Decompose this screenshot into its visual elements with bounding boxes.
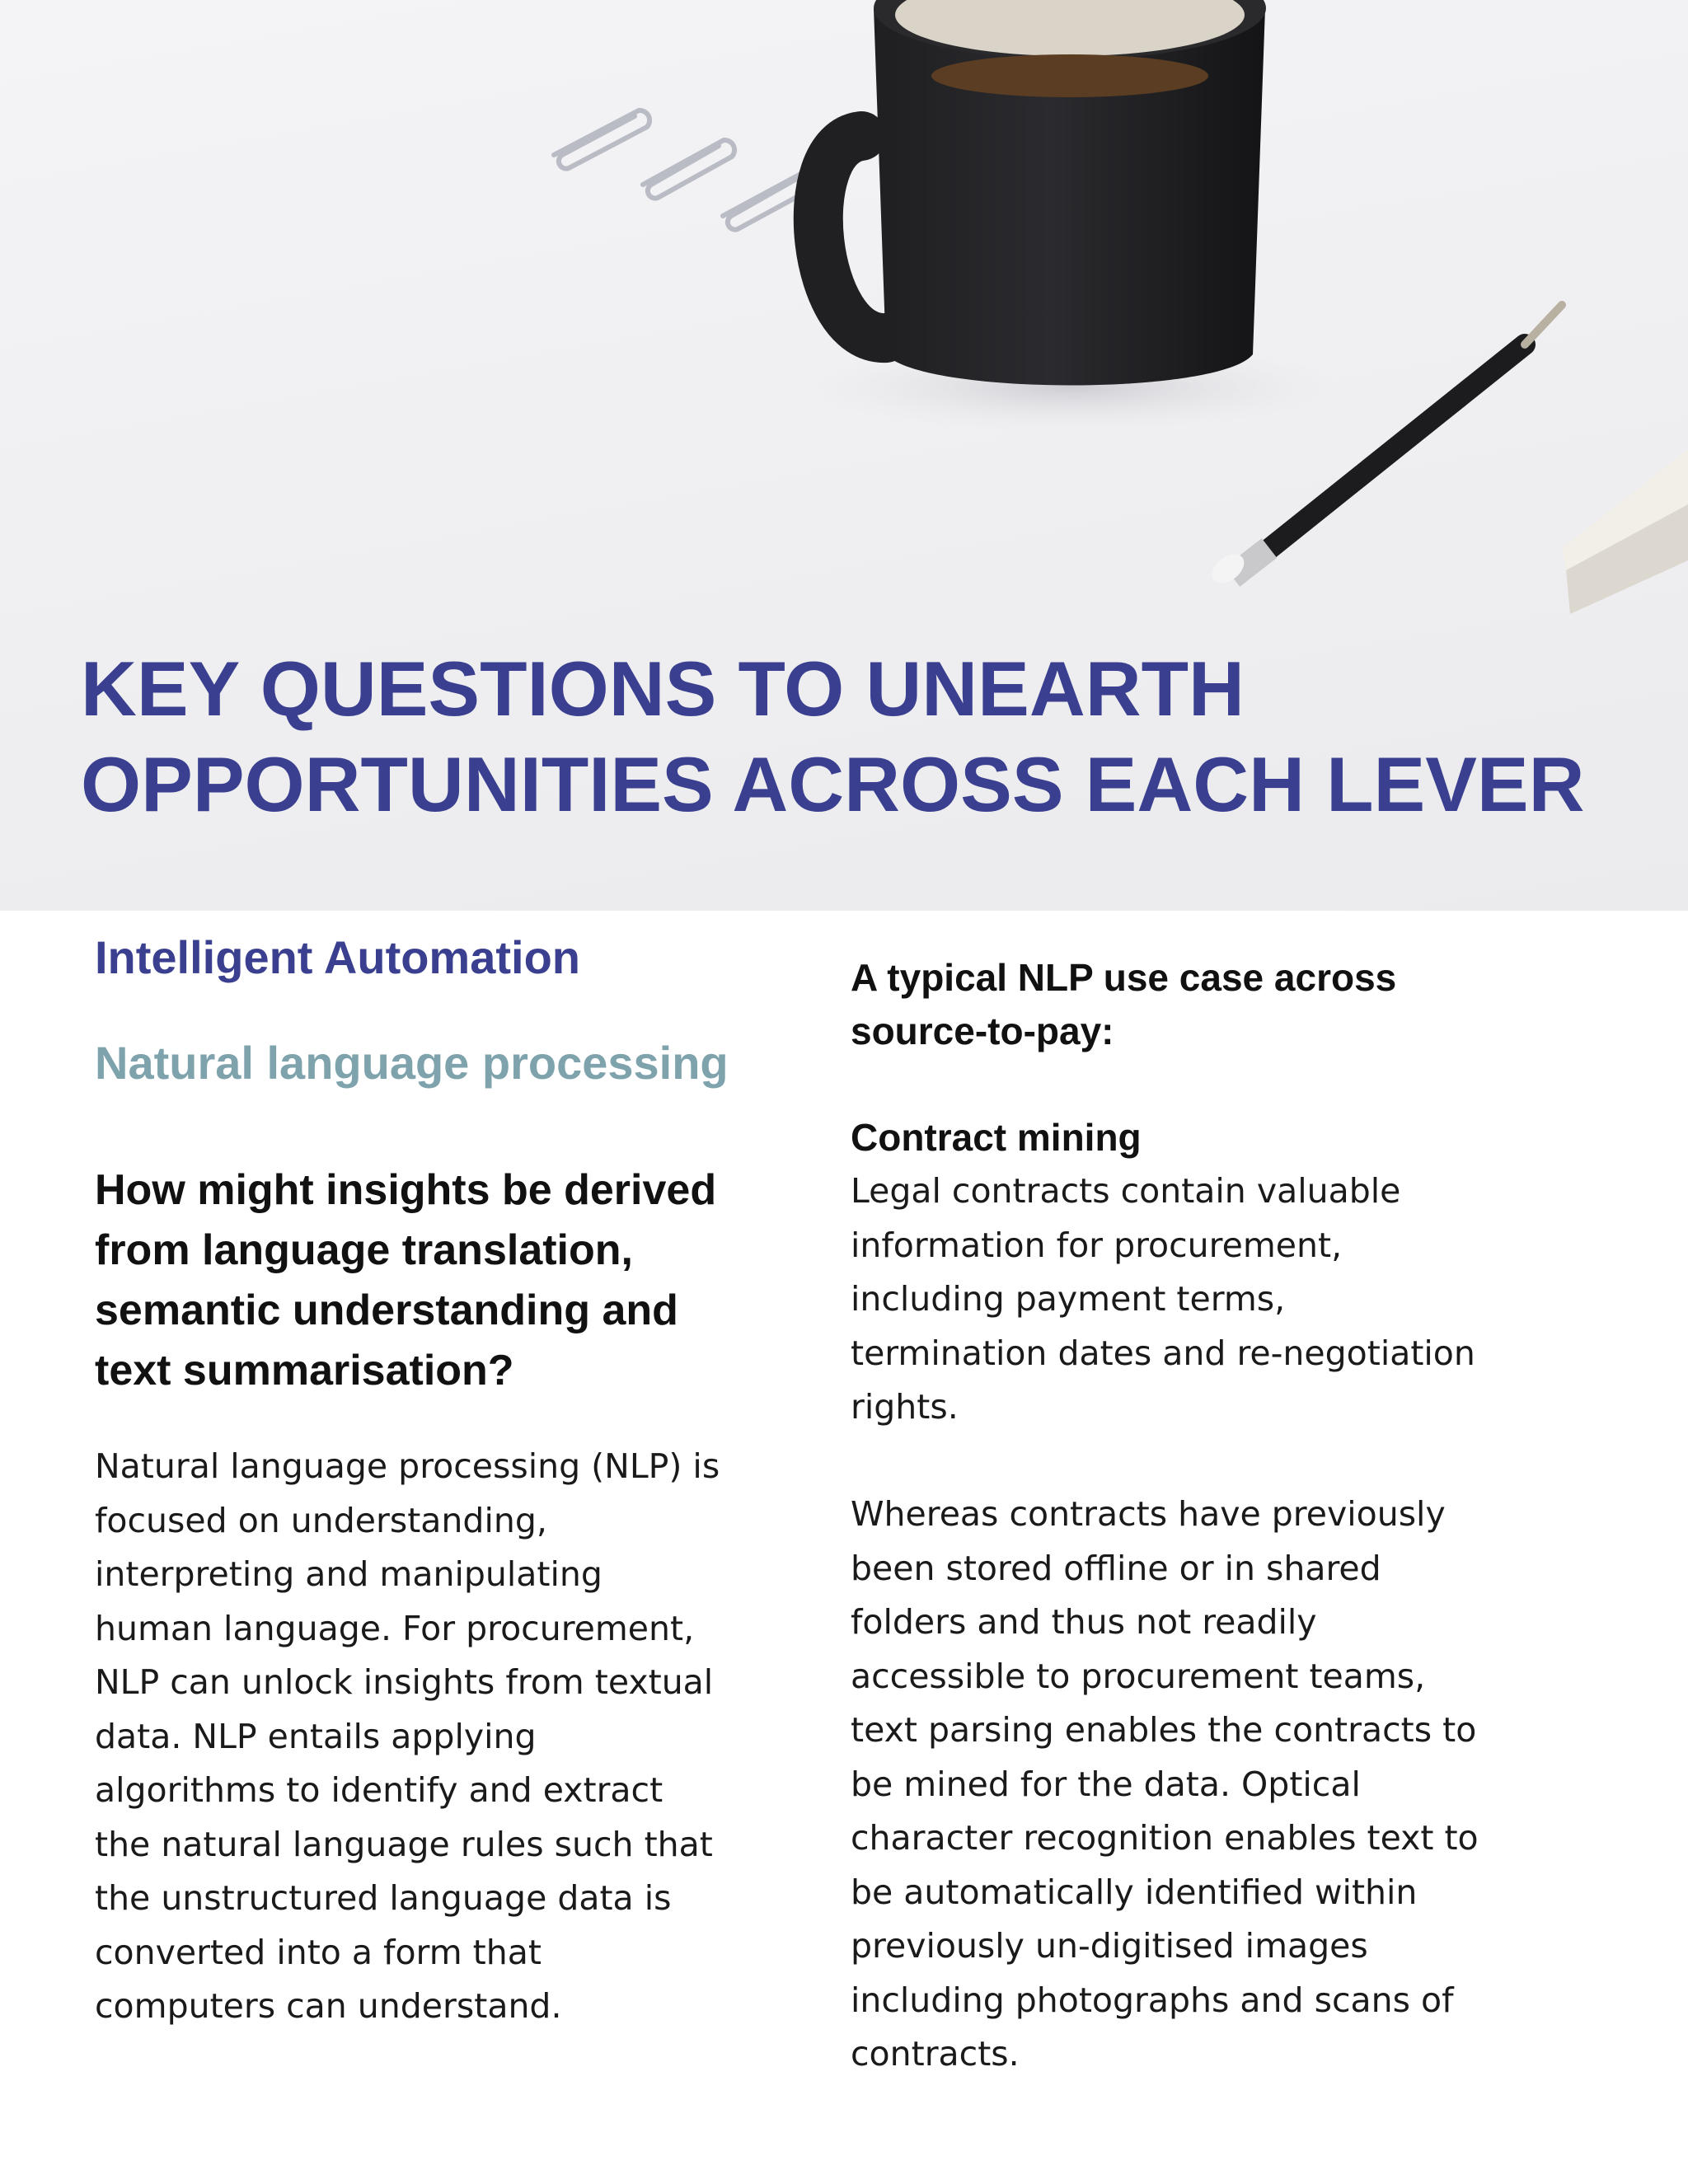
subsection-label: Natural language processing — [95, 1037, 729, 1089]
hero-banner — [0, 0, 1688, 911]
nlp-description: Natural language processing (NLP) is focused on understanding, interpreting and manipulating human language. For procurement, NLP can unlock insights from textual data. NLP entails applying algorithms to identify and extract the natural language rules such that the unstructured language data is converted into a form that computers can understand. — [95, 1446, 720, 2026]
pencil-icon — [1207, 305, 1562, 589]
title-line-2: OPPORTUNITIES ACROSS EACH LEVER — [81, 741, 1585, 827]
paperclip-icons — [554, 110, 816, 230]
use-case-paragraph-1: Legal contracts contain valuable information for procurement, including payment terms, termination dates and re-negotiation rights. — [851, 1171, 1475, 1427]
use-case-title: Contract mining — [851, 1116, 1142, 1159]
use-case-heading: A typical NLP use case across source-to-pay: — [851, 956, 1397, 1052]
use-case-paragraph-2: Whereas contracts have previously been stored offline or in shared folders and thus not readily accessible to procurement teams, text parsing enables the contracts to be mined for the data. Optical character recognition enables text to be automatically identified within previously un-digitised images including photographs and scans of contracts. — [851, 1494, 1479, 2074]
eraser-icon — [1562, 449, 1688, 614]
coffee-mug-icon — [818, 0, 1266, 386]
section-label: Intelligent Automation — [95, 931, 580, 983]
title-line-1: KEY QUESTIONS TO UNEARTH — [81, 645, 1245, 732]
page-title — [81, 641, 1647, 832]
key-question: How might insights be derived from language translation, semantic understanding and text summarisation? — [95, 1166, 717, 1394]
